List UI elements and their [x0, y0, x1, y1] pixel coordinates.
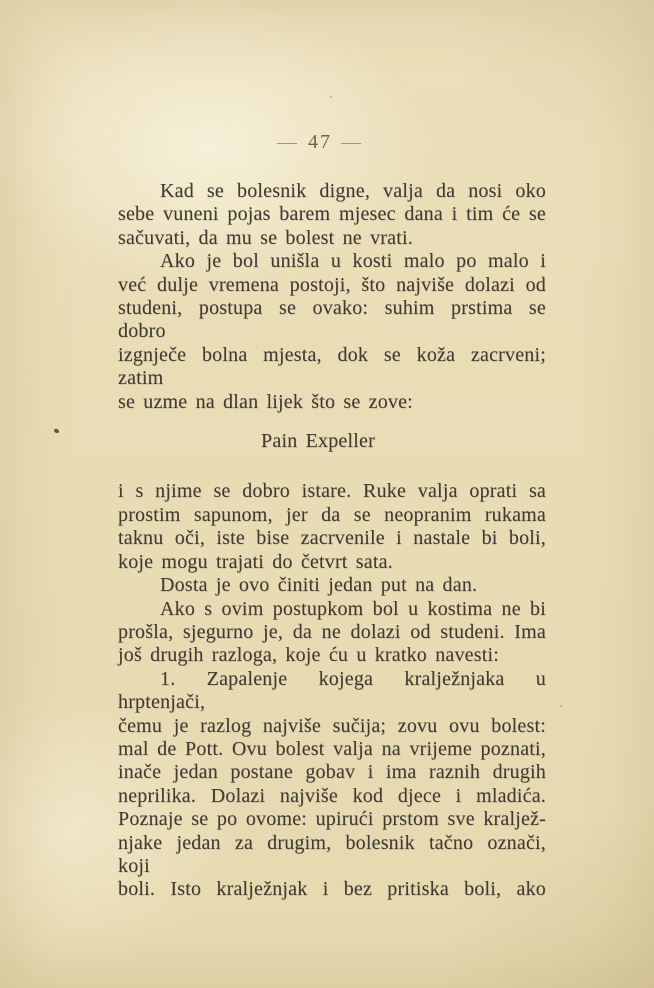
- ink-speck: [53, 428, 59, 434]
- text-line: koje mogu trajati do četvrt sata.: [118, 550, 393, 573]
- text-line: inače jedan postane gobav i ima raznih drugih: [118, 761, 546, 784]
- page-number-dash-left: —: [277, 131, 299, 153]
- text-line: njake jedan za drugim, bolesnik tačno označi, koji: [118, 831, 546, 877]
- paragraph: [118, 668, 546, 902]
- text-line: prostim sapunom, jer da se neopranim rukama: [118, 503, 546, 526]
- text-line: se uzme na dlan lijek što se zove:: [118, 390, 413, 413]
- text-line: već dulje vremena postoji, što najviše dolazi od: [118, 273, 546, 296]
- text-line: izgnječe bolna mjesta, dok se koža zacrveni; zatim: [118, 343, 546, 390]
- text-line: sačuvati, da mu se bolest ne vrati.: [118, 226, 413, 249]
- page-number-value: 47: [308, 131, 332, 153]
- ink-speck: [330, 96, 332, 98]
- text-line: i s njime se dobro istare. Ruke valja oprati sa: [118, 480, 546, 503]
- text-line: još drugih razloga, koje ću u kratko navesti:: [118, 644, 500, 667]
- text-line: Poznaje se po ovome: upirući prstom sve kraljež-: [118, 808, 546, 831]
- paragraph: [118, 480, 546, 574]
- text-line: studeni, postupa se ovako: suhim prstima se dobro: [118, 297, 546, 343]
- text-line: Ako s ovim postupkom bol u kostima ne bi: [160, 597, 546, 620]
- ink-speck: [560, 705, 562, 707]
- text-line: 1. Zapalenje kojega kralježnjaka u hrptenjači,: [118, 667, 546, 714]
- text-line: Ako je bol unišla u kosti malo po malo i: [160, 250, 546, 273]
- text-line: neprilika. Dolazi najviše kod djece i mladića.: [118, 784, 546, 807]
- text-line: sebe vuneni pojas barem mjesec dana i tim će se: [118, 203, 546, 226]
- page-number: [106, 131, 534, 154]
- page-number-dash-right: —: [341, 131, 363, 153]
- paragraph: [118, 180, 546, 250]
- text-line: mal de Pott. Ovu bolest valja na vrijeme poznati,: [118, 737, 546, 760]
- page-text-block: [118, 180, 546, 902]
- text-line: Dosta je ovo činiti jedan put na dan.: [160, 574, 478, 597]
- remedy-name-heading: Pain Expeller: [261, 430, 375, 453]
- text-line: čemu je razlog najviše sučija; zovu ovu bolest:: [118, 714, 546, 737]
- text-line: prošla, sjegurno je, da ne dolazi od studeni. Ima: [118, 620, 546, 643]
- text-line: boli. Isto kralježnjak i bez pritiska boli, ako: [118, 878, 546, 901]
- text-line: taknu oči, iste bise zacrvenile i nastale bi boli,: [118, 527, 546, 550]
- paragraph: [118, 574, 546, 597]
- text-line: Kad se bolesnik digne, valja da nosi oko: [160, 180, 546, 202]
- paragraph: [118, 598, 546, 668]
- paragraph: [118, 250, 546, 414]
